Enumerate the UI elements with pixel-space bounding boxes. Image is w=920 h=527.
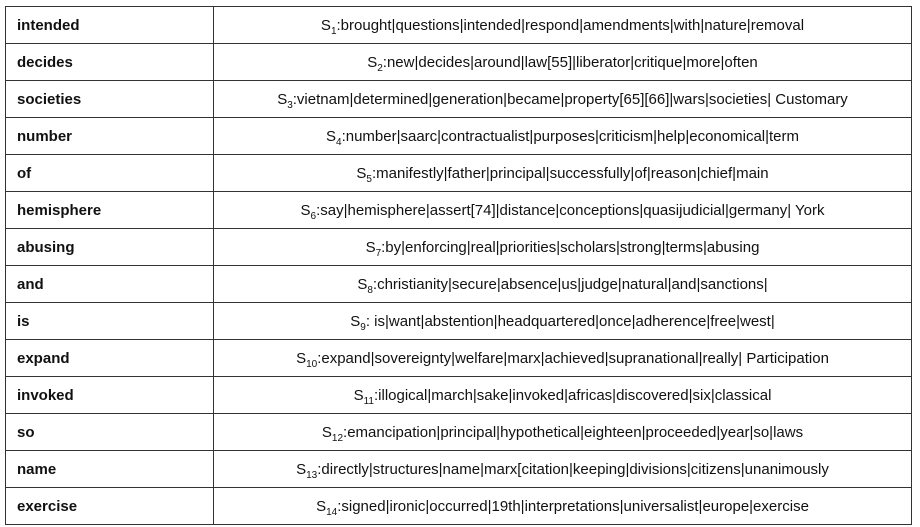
sequence-name [277,90,293,111]
sequence-index: 11 [363,395,374,407]
sequence-words: :manifestly|father|principal|successfully|of|reason|chief|main [371,164,769,182]
keyword-sequence-table [5,6,912,525]
sequence-name [353,386,374,407]
sequence-name [357,275,373,296]
sequence-label: S [316,497,327,515]
sequence-label: S [367,53,378,71]
sequence-name [325,127,342,148]
table-row [6,192,912,229]
sequence-name [320,16,337,37]
sequence-cell [214,155,912,192]
table-row [6,7,912,44]
keyword-cell: is [6,303,214,340]
sequence-words: :christianity|secure|absence|us|judge|natural|and|sanctions| [372,275,768,293]
sequence-cell [214,7,912,44]
sequence-cell [214,229,912,266]
sequence-label: S [277,90,288,108]
sequence-index: 5 [366,173,372,185]
keyword-cell: invoked [6,377,214,414]
keyword-cell: exercise [6,488,214,525]
sequence-label: S [296,349,307,367]
table-row [6,44,912,81]
sequence-words: :say|hemisphere|assert[74]|distance|conceptions|quasijudicial|germany| York [316,201,825,219]
sequence-index: 4 [336,136,342,148]
sequence-words: :directly|structures|name|marx[citation|keeping|divisions|citizens|unanimously [317,460,829,478]
sequence-name [367,53,383,74]
table-row [6,118,912,155]
sequence-cell [214,81,912,118]
sequence-name [321,423,344,444]
sequence-cell [214,488,912,525]
keyword-cell: and [6,266,214,303]
keyword-cell: societies [6,81,214,118]
sequence-words: : is|want|abstention|headquartered|once|adherence|free|west| [365,312,775,330]
table-row [6,303,912,340]
sequence-words: :illogical|march|sake|invoked|africas|discovered|six|classical [373,386,772,404]
keyword-cell: so [6,414,214,451]
sequence-words: :expand|sovereignty|welfare|marx|achieved|supranational|really| Participation [317,349,829,367]
sequence-label: S [320,16,331,34]
sequence-label: S [300,201,311,219]
sequence-words: :new|decides|around|law[55]|liberator|critique|more|often [382,53,758,71]
sequence-label: S [357,275,368,293]
sequence-label: S [296,460,307,478]
sequence-label: S [350,312,361,330]
sequence-name [316,497,338,518]
sequence-index: 1 [330,25,337,37]
sequence-cell [214,303,912,340]
keyword-cell: of [6,155,214,192]
sequence-cell [214,377,912,414]
sequence-cell [214,414,912,451]
sequence-name [300,201,317,222]
keyword-cell: number [6,118,214,155]
sequence-label: S [356,164,367,182]
table-body [6,7,912,525]
table-row [6,229,912,266]
keyword-cell: abusing [6,229,214,266]
keyword-cell: hemisphere [6,192,214,229]
table-row [6,266,912,303]
sequence-words: :signed|ironic|occurred|19th|interpretations|universalist|europe|exercise [337,497,809,515]
sequence-index: 9 [360,321,366,333]
sequence-index: 2 [377,62,383,74]
sequence-index: 12 [331,432,344,444]
sequence-words: :vietnam|determined|generation|became|property[65][66]|wars|societies| Customary [292,90,848,108]
table-row [6,414,912,451]
table-row [6,377,912,414]
sequence-label: S [365,238,376,256]
sequence-index: 10 [306,358,318,370]
sequence-cell [214,44,912,81]
sequence-cell [214,451,912,488]
sequence-words: :emancipation|principal|hypothetical|eighteen|proceeded|year|so|laws [343,423,804,441]
keyword-cell: intended [6,7,214,44]
keyword-cell: name [6,451,214,488]
sequence-index: 13 [306,469,318,481]
sequence-cell [214,266,912,303]
table-row [6,451,912,488]
sequence-index: 8 [367,284,373,296]
table-row [6,340,912,377]
sequence-name [296,349,318,370]
sequence-name [356,164,372,185]
table-row [6,155,912,192]
sequence-index: 7 [375,247,382,259]
sequence-words: :by|enforcing|real|priorities|scholars|strong|terms|abusing [381,238,760,256]
keyword-cell: expand [6,340,214,377]
sequence-label: S [353,386,364,404]
sequence-index: 3 [287,99,293,111]
sequence-index: 6 [310,210,317,222]
table-row [6,488,912,525]
sequence-words: :brought|questions|intended|respond|amendments|with|nature|removal [336,16,805,34]
sequence-name [365,238,382,259]
sequence-name [350,312,366,333]
sequence-name [296,460,318,481]
sequence-words: :number|saarc|contractualist|purposes|criticism|help|economical|term [341,127,800,145]
keyword-cell: decides [6,44,214,81]
sequence-cell [214,340,912,377]
sequence-label: S [325,127,336,145]
sequence-label: S [321,423,332,441]
sequence-cell [214,118,912,155]
table-row [6,81,912,118]
sequence-index: 14 [326,506,338,518]
sequence-cell [214,192,912,229]
